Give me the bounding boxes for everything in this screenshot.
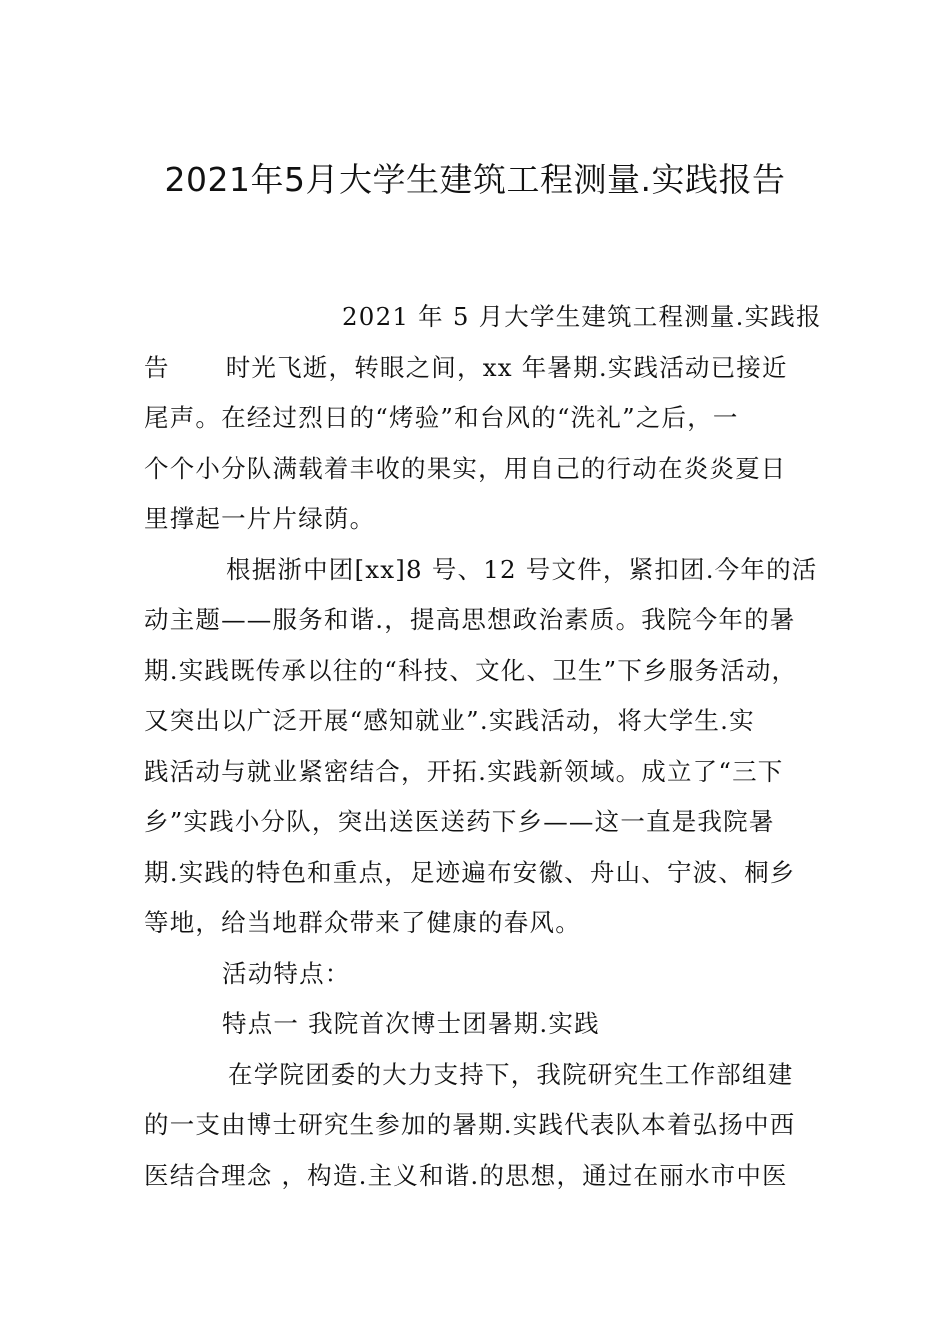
text-line: 医结合理念 ，构造.主义和谐.的思想，通过在丽水市中医 [144, 1160, 788, 1190]
text-line: 乡”实践小分队，突出送医送药下乡——这一直是我院暑 [144, 807, 775, 836]
text-line: 在学院团委的大力支持下，我院研究生工作部组建 [228, 1059, 794, 1089]
text-line: 期.实践的特色和重点，足迹遍布安徽、舟山、宁波、桐乡 [144, 857, 796, 887]
text-line: 又突出以广泛开展“感知就业”.实践活动，将大学生.实 [144, 706, 755, 735]
text-line: 尾声。在经过烈日的“烤验”和台风的“洗礼”之后，一 [144, 403, 739, 432]
text-line: 2021 年 5 月大学生建筑工程测量.实践报 [342, 302, 822, 331]
text-line: 等地，给当地群众带来了健康的春风。 [144, 908, 581, 937]
text-fragment: 告 [144, 352, 170, 382]
text-line [144, 343, 814, 394]
text-line: 里撑起一片片绿荫。 [144, 504, 376, 533]
text-line: 特点一 我院首次博士团暑期.实践 [222, 1009, 600, 1038]
document-body [144, 292, 822, 1201]
text-line: 活动特点： [222, 958, 351, 988]
text-line: 的一支由博士研究生参加的暑期.实践代表队本着弘扬中西 [144, 1110, 796, 1139]
text-line: 期.实践既传承以往的“科技、文化、卫生”下乡服务活动， [144, 655, 798, 685]
text-line: 个个小分队满载着丰收的果实，用自己的行动在炎炎夏日 [144, 453, 787, 483]
text-line: 践活动与就业紧密结合，开拓.实践新领域。成立了“三下 [144, 756, 784, 786]
text-line: 动主题——服务和谐.，提高思想政治素质。我院今年的暑 [144, 605, 796, 634]
text-line: 根据浙中团[xx]8 号、12 号文件，紧扣团.今年的活 [226, 554, 818, 584]
document-title: 2021年5月大学生建筑工程测量.实践报告 [164, 160, 786, 199]
text-fragment: 时光飞逝，转眼之间，xx 年暑期.实践活动已接近 [225, 352, 788, 382]
